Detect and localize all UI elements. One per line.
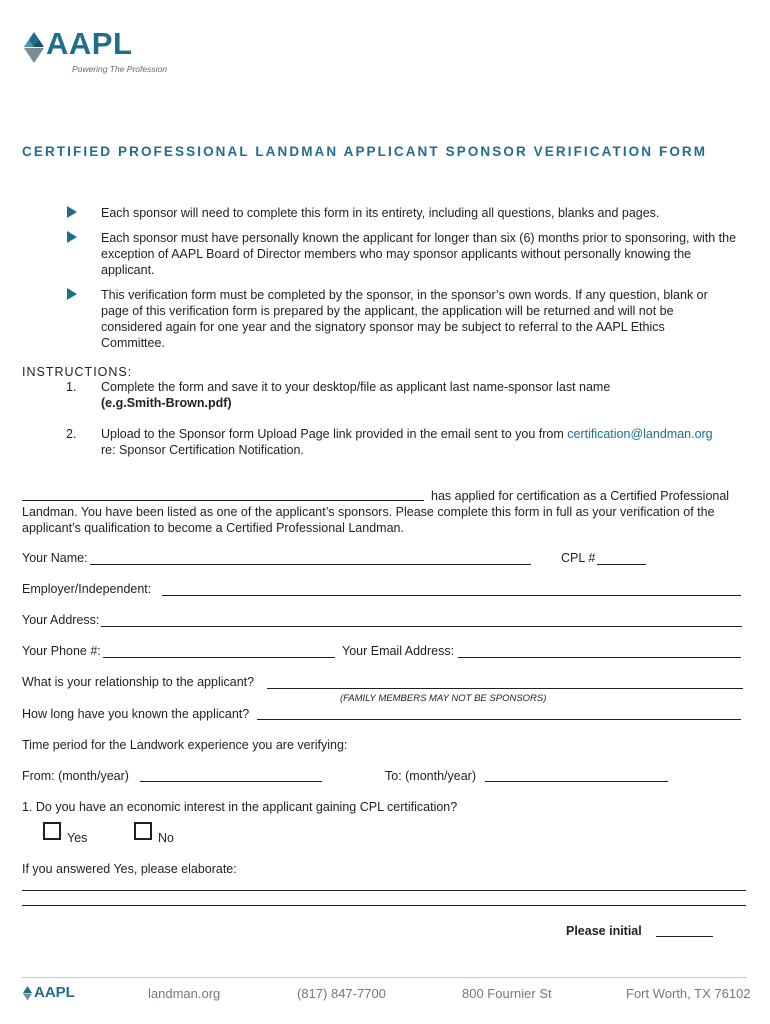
to-field[interactable] [485, 781, 668, 782]
step-1-text: Complete the form and save it to your desktop/file as applicant last name-sponsor last name [101, 380, 611, 394]
aapl-diamond-icon [22, 32, 46, 64]
address-field[interactable] [101, 626, 742, 627]
how-long-label: How long have you known the applicant? [22, 707, 250, 721]
footer-phone: (817) 847-7700 [297, 986, 386, 1001]
email-field[interactable] [458, 657, 741, 658]
yes-label: Yes [67, 831, 88, 845]
question-1: 1. Do you have an economic interest in the applicant gaining CPL certification? [22, 800, 458, 814]
aapl-diamond-icon [22, 986, 33, 1001]
employer-field[interactable] [162, 595, 741, 596]
how-long-field[interactable] [257, 719, 741, 720]
address-label: Your Address: [22, 613, 100, 627]
initial-field[interactable] [656, 936, 713, 937]
footer-street: 800 Fournier St [462, 986, 552, 1001]
initial-label: Please initial [566, 924, 642, 938]
step-1-example: (e.g.Smith-Brown.pdf) [101, 396, 232, 410]
cpl-field[interactable] [597, 564, 646, 565]
footer-logo-text: AAPL [34, 984, 75, 1001]
elaborate-field-1[interactable] [22, 890, 746, 891]
relationship-field[interactable] [267, 688, 743, 689]
certification-email-link[interactable]: certification@landman.org [567, 427, 713, 441]
step-2-text-b: re: Sponsor Certification Notification. [101, 443, 304, 457]
footer-website[interactable]: landman.org [148, 986, 221, 1001]
no-label: No [158, 831, 174, 845]
family-note: (FAMILY MEMBERS MAY NOT BE SPONSORS) [340, 693, 547, 704]
arrow-right-icon [67, 288, 77, 300]
to-label: To: (month/year) [385, 769, 477, 783]
footer-city: Fort Worth, TX 76102 [626, 986, 751, 1001]
applicant-text-2: Landman. You have been listed as one of the applicant’s sponsors. Please complete this form in full as your verification of the [22, 505, 715, 519]
your-name-field[interactable] [90, 564, 531, 565]
yes-checkbox[interactable] [43, 822, 61, 840]
no-checkbox[interactable] [134, 822, 152, 840]
phone-field[interactable] [103, 657, 335, 658]
arrow-right-icon [67, 206, 77, 218]
relationship-label: What is your relationship to the applicant? [22, 675, 255, 689]
from-label: From: (month/year) [22, 769, 129, 783]
time-period-label: Time period for the Landwork experience you are verifying: [22, 738, 348, 752]
your-name-label: Your Name: [22, 551, 88, 565]
elaborate-field-2[interactable] [22, 905, 746, 906]
employer-label: Employer/Independent: [22, 582, 152, 596]
footer-divider [22, 977, 747, 978]
applicant-text-3: applicant’s qualification to become a Certified Professional Landman. [22, 521, 404, 535]
bullet-2: Each sponsor must have personally known the applicant for longer than six (6) months prior to sponsoring, with the exception of AAPL Board of Director members who may sponsor applicants without personally knowing the applicant. [101, 231, 737, 277]
step-2-number: 2. [66, 427, 77, 441]
bullet-1: Each sponsor will need to complete this form in its entirety, including all questions, blanks and pages. [101, 206, 660, 220]
elaborate-label: If you answered Yes, please elaborate: [22, 862, 237, 876]
applicant-text-1: has applied for certification as a Certified Professional [431, 489, 730, 503]
cpl-label: CPL # [561, 551, 596, 565]
arrow-right-icon [67, 231, 77, 243]
step-1-number: 1. [66, 380, 77, 394]
logo-text: AAPL [46, 26, 133, 61]
tagline: Powering The Profession [72, 64, 167, 74]
applicant-name-field[interactable] [22, 500, 424, 501]
step-2-text [101, 427, 751, 441]
from-field[interactable] [140, 781, 322, 782]
page-title: CERTIFIED PROFESSIONAL LANDMAN APPLICANT SPONSOR VERIFICATION FORM [22, 144, 708, 159]
instructions-heading: INSTRUCTIONS: [22, 365, 133, 379]
bullet-3: This verification form must be completed by the sponsor, in the sponsor’s own words. If any question, blank or page of this verification form is prepared by the applicant, the application will be returned and will not be considered again for one year and the signatory sponsor may be subject to referral to the AAPL Ethics Committee. [101, 288, 708, 350]
email-label: Your Email Address: [342, 644, 455, 658]
phone-label: Your Phone #: [22, 644, 101, 658]
step-2-text-a: Upload to the Sponsor form Upload Page link provided in the email sent to you from [101, 427, 568, 441]
